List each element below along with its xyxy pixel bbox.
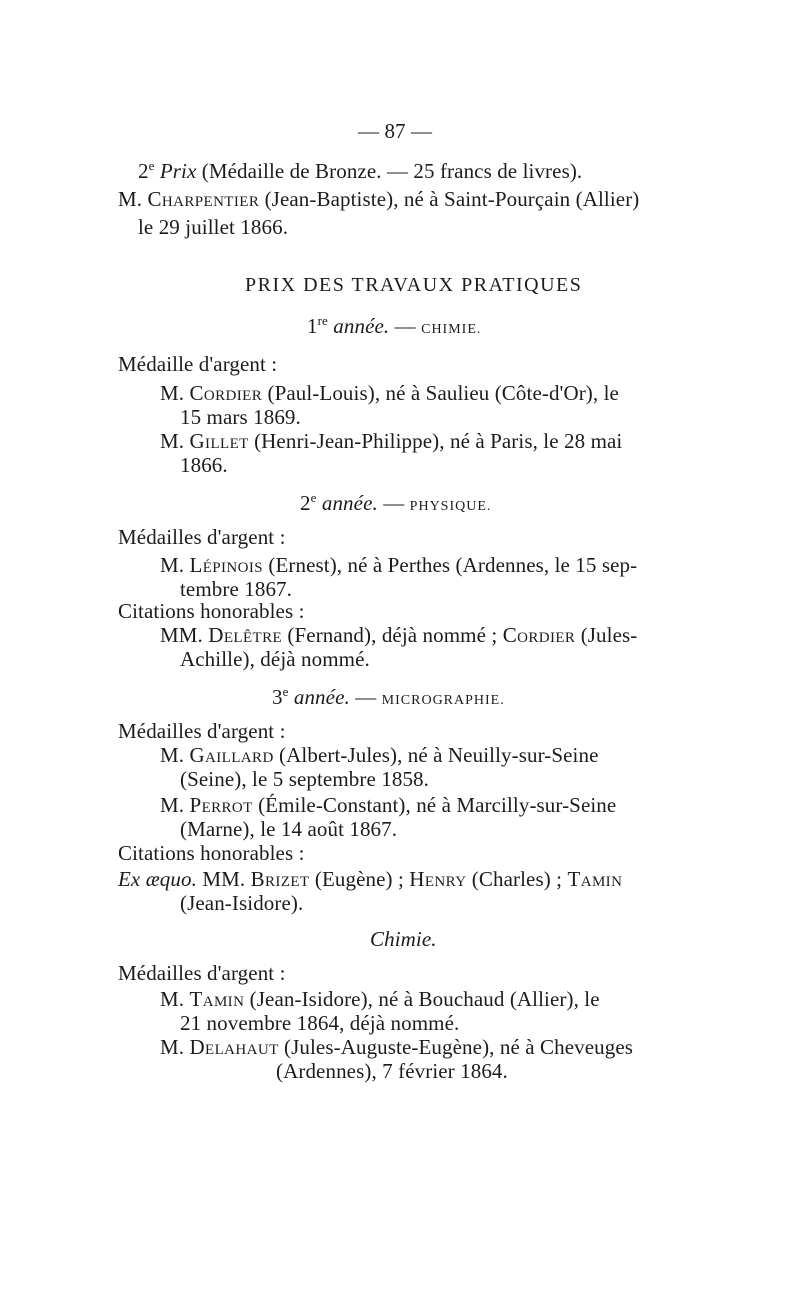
year1-dash: —: [394, 314, 416, 338]
prix2-name: Charpentier: [147, 187, 260, 211]
year1-annee: année.: [333, 314, 390, 338]
prix2-date: le 29 juillet 1866.: [138, 215, 289, 239]
year1-num: 1: [307, 314, 318, 338]
y2-medal-label: Médailles d'argent :: [118, 525, 286, 549]
y2-citations-label: Citations honorables :: [118, 599, 305, 623]
prix2-m: M.: [118, 187, 143, 211]
y1-entry1-cont: 15 mars 1869.: [180, 405, 301, 429]
y3-citation: [118, 866, 622, 892]
chimie-entry1-name: Tamin: [189, 987, 245, 1011]
y3-entry2-name: Perrot: [189, 793, 253, 817]
y3-entry1: [160, 742, 599, 768]
y1-entry2: [160, 428, 622, 454]
y1-entry2-details: (Henri-Jean-Philippe), né à Paris, le 28 mai: [254, 429, 623, 453]
y2-citation-details1: (Fernand), déjà nommé ;: [287, 623, 498, 647]
y3-entry2-cont: (Marne), le 14 août 1867.: [180, 817, 398, 841]
y3-entry2-details: (Émile-Constant), né à Marcilly-sur-Seine: [258, 793, 617, 817]
y3-citations-label: Citations honorables :: [118, 841, 305, 865]
year3-subject: MICROGRAPHIE.: [381, 693, 505, 708]
y2-entry1: [160, 552, 637, 578]
y2-entry1-cont: tembre 1867.: [180, 577, 293, 601]
section-title: PRIX DES TRAVAUX PRATIQUES: [245, 274, 583, 296]
y2-citation: [160, 622, 637, 648]
chimie-entry2-name: Delahaut: [189, 1035, 279, 1059]
y2-citation-details2: (Jules-: [580, 623, 638, 647]
y2-entry1-details: (Ernest), né à Perthes (Ardennes, le 15 sep-: [268, 553, 638, 577]
prix2-desc: (Médaille de Bronze. — 25 francs de livres).: [201, 159, 583, 183]
y3-citation-name2: Henry: [409, 867, 467, 891]
y3-entry1-name: Gaillard: [189, 743, 274, 767]
y3-citation-name1: Brizet: [250, 867, 310, 891]
y3-citation-name3: Tamin: [567, 867, 623, 891]
y2-citation-name2: Cordier: [502, 623, 576, 647]
y1-entry1-details: (Paul-Louis), né à Saulieu (Côte-d'Or), le: [267, 381, 619, 405]
year2-num: 2: [300, 491, 311, 515]
chimie-medal-label: Médailles d'argent :: [118, 961, 286, 985]
year1-heading: [307, 313, 481, 343]
y3-entry2: [160, 792, 616, 818]
y3-citation-details2: (Charles) ;: [471, 867, 563, 891]
y1-entry1: [160, 380, 619, 406]
year2-subject: PHYSIQUE.: [409, 499, 492, 514]
prix2-prix: Prix: [159, 159, 197, 183]
y3-entry1-cont: (Seine), le 5 septembre 1858.: [180, 767, 429, 791]
y2-citation-cont: Achille), déjà nommé.: [180, 647, 370, 671]
y1-entry2-cont: 1866.: [180, 453, 228, 477]
year3-annee: année.: [293, 685, 350, 709]
y2-citation-name1: Delêtre: [208, 623, 283, 647]
chimie-entry1: [160, 986, 600, 1012]
year3-heading: [272, 684, 505, 714]
year2-dash: —: [383, 491, 405, 515]
prix2-entry: [118, 186, 639, 212]
chimie-entry1-details: (Jean-Isidore), né à Bouchaud (Allier), le: [249, 987, 600, 1011]
prix2-num: 2: [138, 159, 149, 183]
y3-citation-cont: (Jean-Isidore).: [180, 891, 304, 915]
chimie-entry2-m: M.: [160, 1035, 185, 1059]
y1-entry1-name: Cordier: [189, 381, 263, 405]
chimie-entry2-details: (Jules-Auguste-Eugène), né à Cheveuges: [284, 1035, 634, 1059]
chimie-entry1-m: M.: [160, 987, 185, 1011]
y3-entry2-m: M.: [160, 793, 185, 817]
y2-entry1-m: M.: [160, 553, 185, 577]
chimie-entry1-cont: 21 novembre 1864, déjà nommé.: [180, 1011, 460, 1035]
y3-medal-label: Médailles d'argent :: [118, 719, 286, 743]
chimie-title: Chimie.: [370, 927, 437, 951]
page-number: — 87 —: [358, 119, 433, 143]
year3-sup: e: [282, 684, 289, 699]
y3-citation-details1: (Eugène) ;: [314, 867, 404, 891]
y1-medal-label: Médaille d'argent :: [118, 352, 278, 376]
y3-entry1-m: M.: [160, 743, 185, 767]
y1-entry2-name: Gillet: [189, 429, 249, 453]
chimie-entry2: [160, 1034, 633, 1060]
prix2-sup: e: [148, 158, 155, 173]
y1-entry1-m: M.: [160, 381, 185, 405]
year2-sup: e: [310, 490, 317, 505]
y2-entry1-name: Lépinois: [189, 553, 264, 577]
prix2-details: (Jean-Baptiste), né à Saint-Pourçain (Allier): [264, 187, 640, 211]
prix2-heading: [138, 158, 582, 184]
year1-sup: re: [317, 313, 328, 328]
year2-annee: année.: [321, 491, 378, 515]
y3-entry1-details: (Albert-Jules), né à Neuilly-sur-Seine: [279, 743, 599, 767]
y1-entry2-m: M.: [160, 429, 185, 453]
year3-num: 3: [272, 685, 283, 709]
y3-citation-ex: Ex æquo.: [118, 867, 197, 891]
year2-heading: [300, 490, 491, 520]
year1-subject: CHIMIE.: [421, 322, 482, 337]
y3-citation-mm: MM.: [202, 867, 246, 891]
y2-citation-mm: MM.: [160, 623, 203, 647]
chimie-entry2-cont: (Ardennes), 7 février 1864.: [276, 1059, 508, 1083]
year3-dash: —: [355, 685, 377, 709]
